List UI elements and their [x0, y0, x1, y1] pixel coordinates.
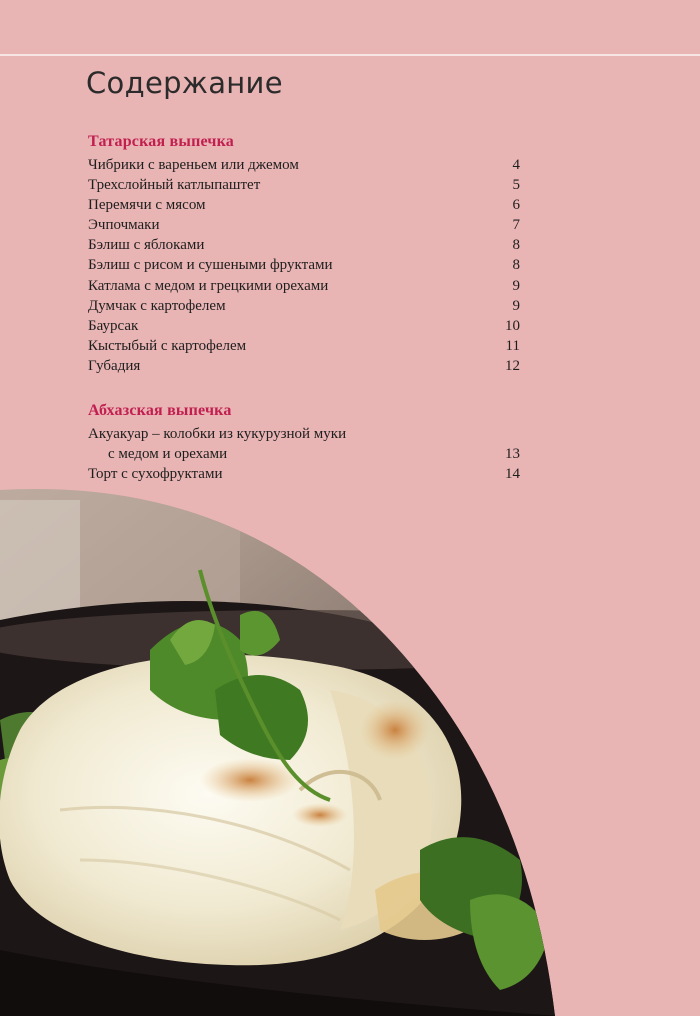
toc-entry-page: 4	[512, 157, 520, 173]
toc-entry-page: 14	[505, 466, 520, 483]
section-heading: Абхазская выпечка	[88, 402, 232, 419]
toc-entry-title: Кыстыбый с картофелем	[88, 337, 247, 354]
toc-entry-title: Баурсак	[88, 317, 139, 334]
toc-entry-title: Перемячи с мясом	[88, 197, 206, 214]
toc-entry-page: 12	[505, 357, 520, 374]
toc-entry-title: Эчпочмаки	[88, 217, 160, 234]
toc-entry-page: 6	[512, 197, 520, 214]
toc-entry-page: 13	[505, 446, 520, 463]
toc-entry-page: 9	[512, 297, 520, 314]
toc-entry-title: Думчак с картофелем	[88, 297, 226, 314]
toc-entry-title: Губадия	[88, 357, 141, 374]
toc-entry-page: 8	[512, 237, 520, 254]
toc-entry-title: Чибрики с вареньем или джемом	[88, 157, 299, 173]
toc-entry-page: 7	[512, 217, 520, 234]
toc-entry-title: с медом и орехами	[108, 446, 228, 463]
toc-entry-page: 8	[512, 257, 520, 274]
toc-entry-page: 10	[505, 317, 520, 334]
toc-entry-title: Трехслойный катлыпаштет	[88, 177, 261, 194]
toc-entry-page: 9	[512, 277, 520, 294]
page-title: Содержание	[86, 66, 283, 100]
toc-entry-title: Бэлиш с рисом и сушеными фруктами	[88, 257, 333, 274]
section-heading: Татарская выпечка	[88, 133, 235, 150]
toc-entry-title: Акуакуар – колобки из кукурузной муки	[88, 426, 347, 442]
toc-entry-title: Бэлиш с яблоками	[88, 237, 205, 254]
toc-entry-page: 11	[505, 337, 520, 354]
toc-entry-title: Торт с сухофруктами	[88, 466, 223, 483]
toc-entry-page: 5	[512, 177, 520, 194]
toc-entry-title: Катлама с медом и грецкими орехами	[88, 277, 329, 294]
